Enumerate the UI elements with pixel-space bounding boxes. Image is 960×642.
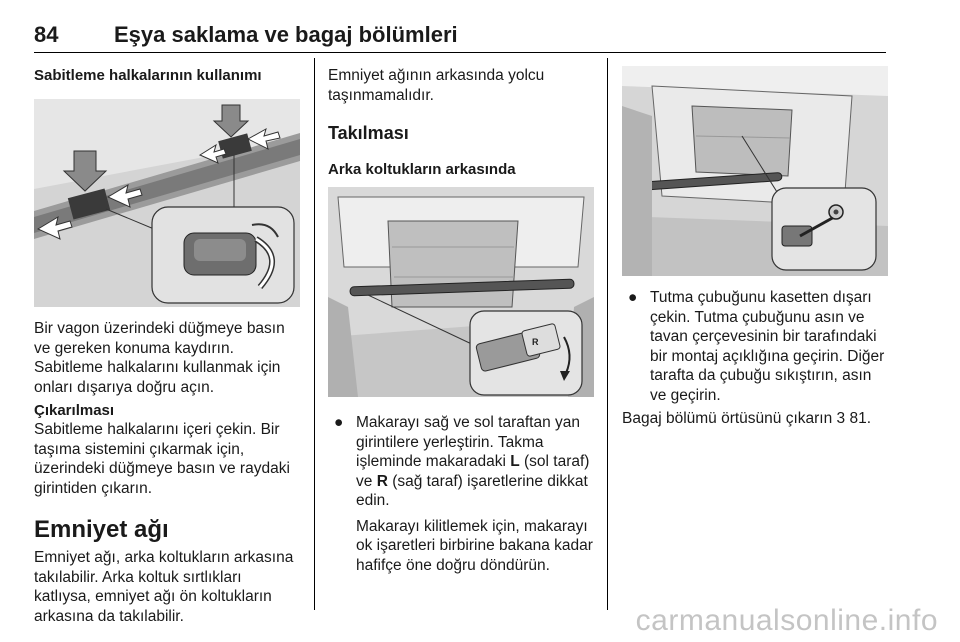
column-divider (314, 58, 315, 610)
page-number: 84 (34, 22, 59, 47)
paragraph: Makarayı kilitlemek için, makarayı ok işaretleri birbirine bakana kadar hafifçe öne doğru döndürün. (356, 517, 593, 574)
paragraph: Emniyet ağı, arka koltukların arkasına takılabilir. Arka koltuk sırtlıkları katlıysa, emniyet ağı ön koltukların arkasına da takılabilir. (34, 549, 294, 625)
paragraph: Sabitleme halkalarını içeri çekin. Bir taşıma sistemini çıkarmak için, üzerindeki düğmeye basın ve raydaki girintiden çıkarın. (34, 421, 290, 497)
page-reference-arrow: 3 (836, 410, 846, 427)
tie-down-rail-illustration (34, 99, 300, 307)
bullet-marker: ● (334, 414, 344, 431)
section-heading: Takılması (328, 123, 409, 143)
illustration-label-r: R (532, 337, 539, 347)
column-1 (34, 58, 300, 626)
watermark: carmanualsonline.info (635, 604, 938, 637)
bullet-marker: ● (628, 289, 638, 306)
paragraph: Bagaj bölümü örtüsünü çıkarın 3 81. (622, 410, 872, 427)
column-3 (622, 58, 888, 429)
page-reference: 81. (845, 410, 872, 427)
paragraph: Emniyet ağının arkasında yolcu taşınmamalıdır. (328, 67, 545, 104)
section-title: Emniyet ağı (34, 516, 169, 543)
subheading: Arka koltukların arkasında (328, 161, 516, 178)
page-header (34, 22, 886, 53)
page-title: Eşya saklama ve bagaj bölümleri (114, 22, 458, 47)
bullet-item: ● Makarayı sağ ve sol taraftan yan girintilere yerleştirin. Takma işleminde makaradaki L (sol taraf) ve R (sağ taraf) işaretlerine dikkat edin. (334, 414, 590, 509)
column-2 (328, 58, 594, 575)
subheading: Çıkarılması (34, 402, 115, 419)
net-cassette-installation-illustration (328, 187, 594, 397)
paragraph: Bir vagon üzerindeki düğmeye basın ve gereken konuma kaydırın. Sabitleme halkalarını kullanmak için onları dışarıya doğru açın. (34, 320, 285, 396)
retaining-rod-installation-illustration (622, 66, 888, 276)
bullet-item: ● Tutma çubuğunu kasetten dışarı çekin. Tutma çubuğunu asın ve tavan çerçevesinin bir tarafındaki bir montaj açıklığına geçirin. Diğer tarafta da çubuğu sıkıştırın, asın ve geçirin. (628, 289, 885, 404)
section-heading: Sabitleme halkalarının kullanımı (34, 67, 262, 84)
column-divider (607, 58, 608, 610)
